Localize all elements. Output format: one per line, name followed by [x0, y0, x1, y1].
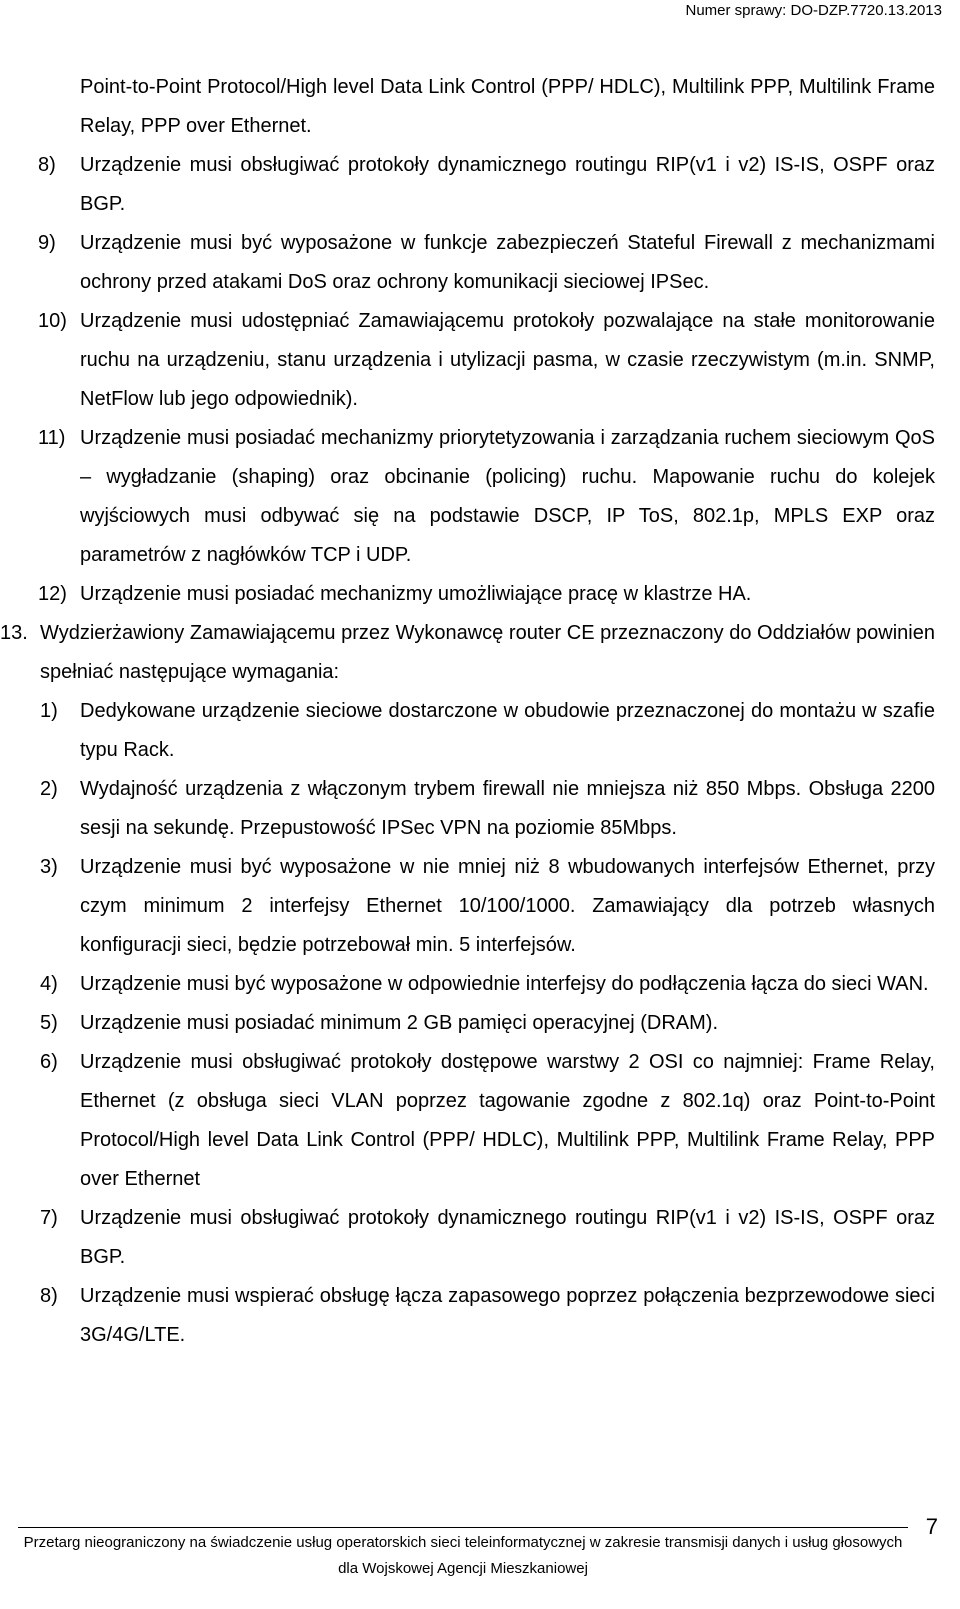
requirement-6: [0, 1043, 935, 1199]
list-item-text: Urządzenie musi obsługiwać protokoły dynamicznego routingu RIP(v1 i v2) IS-IS, OSPF oraz BGP.: [80, 154, 935, 215]
list-item-9: [0, 224, 935, 302]
footer-divider: [18, 1527, 908, 1528]
requirement-7: [0, 1199, 935, 1277]
list-item-text: Urządzenie musi być wyposażone w odpowiednie interfejsy do podłączenia łącza do sieci WAN.: [80, 973, 929, 995]
document-body: [0, 68, 960, 1355]
list-item-text: Urządzenie musi posiadać minimum 2 GB pamięci operacyjnej (DRAM).: [80, 1012, 718, 1034]
requirement-3: [0, 848, 935, 965]
list-item-text: Urządzenie musi posiadać mechanizmy umożliwiające pracę w klastrze HA.: [80, 583, 752, 605]
list-number: 8): [40, 1285, 58, 1307]
section-13: [0, 614, 935, 692]
list-item-text: Urządzenie musi udostępniać Zamawiającemu protokoły pozwalające na stałe monitorowanie ruchu na urządzeniu, stanu urządzenia i utylizacji pasma, w czasie rzeczywistym (m.in. SNMP, NetFlow lub jego odpowiednik).: [80, 310, 935, 410]
list-item-text: Urządzenie musi obsługiwać protokoły dynamicznego routingu RIP(v1 i v2) IS-IS, OSPF oraz BGP.: [80, 1207, 935, 1268]
case-number: Numer sprawy: DO-DZP.7720.13.2013: [685, 2, 942, 19]
list-number: 9): [38, 232, 56, 254]
list-number: 6): [40, 1051, 58, 1073]
requirement-4: [0, 965, 935, 1004]
list-item-text: Dedykowane urządzenie sieciowe dostarczone w obudowie przeznaczonej do montażu w szafie typu Rack.: [80, 700, 935, 761]
list-item-text: Urządzenie musi obsługiwać protokoły dostępowe warstwy 2 OSI co najmniej: Frame Relay, Ethernet (z obsługa sieci VLAN poprzez tagowanie zgodne z 802.1q) oraz Point-to-Point Protocol/High level Data Link Control (PPP/ HDLC), Multilink PPP, Multilink Frame Relay, PPP over Ethernet: [80, 1051, 935, 1190]
list-number: 10): [38, 310, 67, 332]
list-item-8: [0, 146, 935, 224]
list-number: 5): [40, 1012, 58, 1034]
continuation-paragraph: Point-to-Point Protocol/High level Data Link Control (PPP/ HDLC), Multilink PPP, Multilink Frame Relay, PPP over Ethernet.: [80, 76, 935, 137]
list-item-text: Wydajność urządzenia z włączonym trybem firewall nie mniejsza niż 850 Mbps. Obsługa 2200 sesji na sekundę. Przepustowość IPSec VPN na poziomie 85Mbps.: [80, 778, 935, 839]
list-number: 11): [38, 427, 66, 449]
list-item-text: Urządzenie musi być wyposażone w nie mniej niż 8 wbudowanych interfejsów Ethernet, przy czym minimum 2 interfejsy Ethernet 10/100/1000. Zamawiający dla potrzeb własnych konfiguracji sieci, będzie potrzebował min. 5 interfejsów.: [80, 856, 935, 956]
section-number: 13.: [0, 622, 28, 644]
list-number: 8): [38, 154, 56, 176]
footer-text: Przetarg nieograniczony na świadczenie usług operatorskich sieci teleinformatycznej w zakresie transmisji danych i usług głosowych dla Wojskowej Agencji Mieszkaniowej: [23, 1534, 903, 1577]
list-item-text: Urządzenie musi posiadać mechanizmy priorytetyzowania i zarządzania ruchem sieciowym QoS – wygładzanie (shaping) oraz obcinanie (policing) ruchu. Mapowanie ruchu do kolejek wyjściowych musi odbywać się na podstawie DSCP, IP ToS, 802.1p, MPLS EXP oraz parametrów z nagłówków TCP i UDP.: [80, 427, 935, 566]
list-item-10: [0, 302, 935, 419]
list-number: 12): [38, 583, 67, 605]
requirement-5: [0, 1004, 935, 1043]
list-item-11: [0, 419, 935, 575]
requirement-2: [0, 770, 935, 848]
section-text: Wydzierżawiony Zamawiającemu przez Wykonawcę router CE przeznaczony do Oddziałów powinien spełniać następujące wymagania:: [40, 622, 935, 683]
page-number: 7: [925, 1514, 938, 1539]
requirement-1: [0, 692, 935, 770]
list-item-text: Urządzenie musi wspierać obsługę łącza zapasowego poprzez połączenia bezprzewodowe sieci 3G/4G/LTE.: [80, 1285, 935, 1346]
list-item-12: [0, 575, 935, 614]
list-number: 3): [40, 856, 58, 878]
list-number: 1): [40, 700, 58, 722]
list-number: 2): [40, 778, 58, 800]
list-item-text: Urządzenie musi być wyposażone w funkcje zabezpieczeń Stateful Firewall z mechanizmami ochrony przed atakami DoS oraz ochrony komunikacji sieciowej IPSec.: [80, 232, 935, 293]
requirement-8: [0, 1277, 935, 1355]
list-number: 4): [40, 973, 58, 995]
list-number: 7): [40, 1207, 58, 1229]
